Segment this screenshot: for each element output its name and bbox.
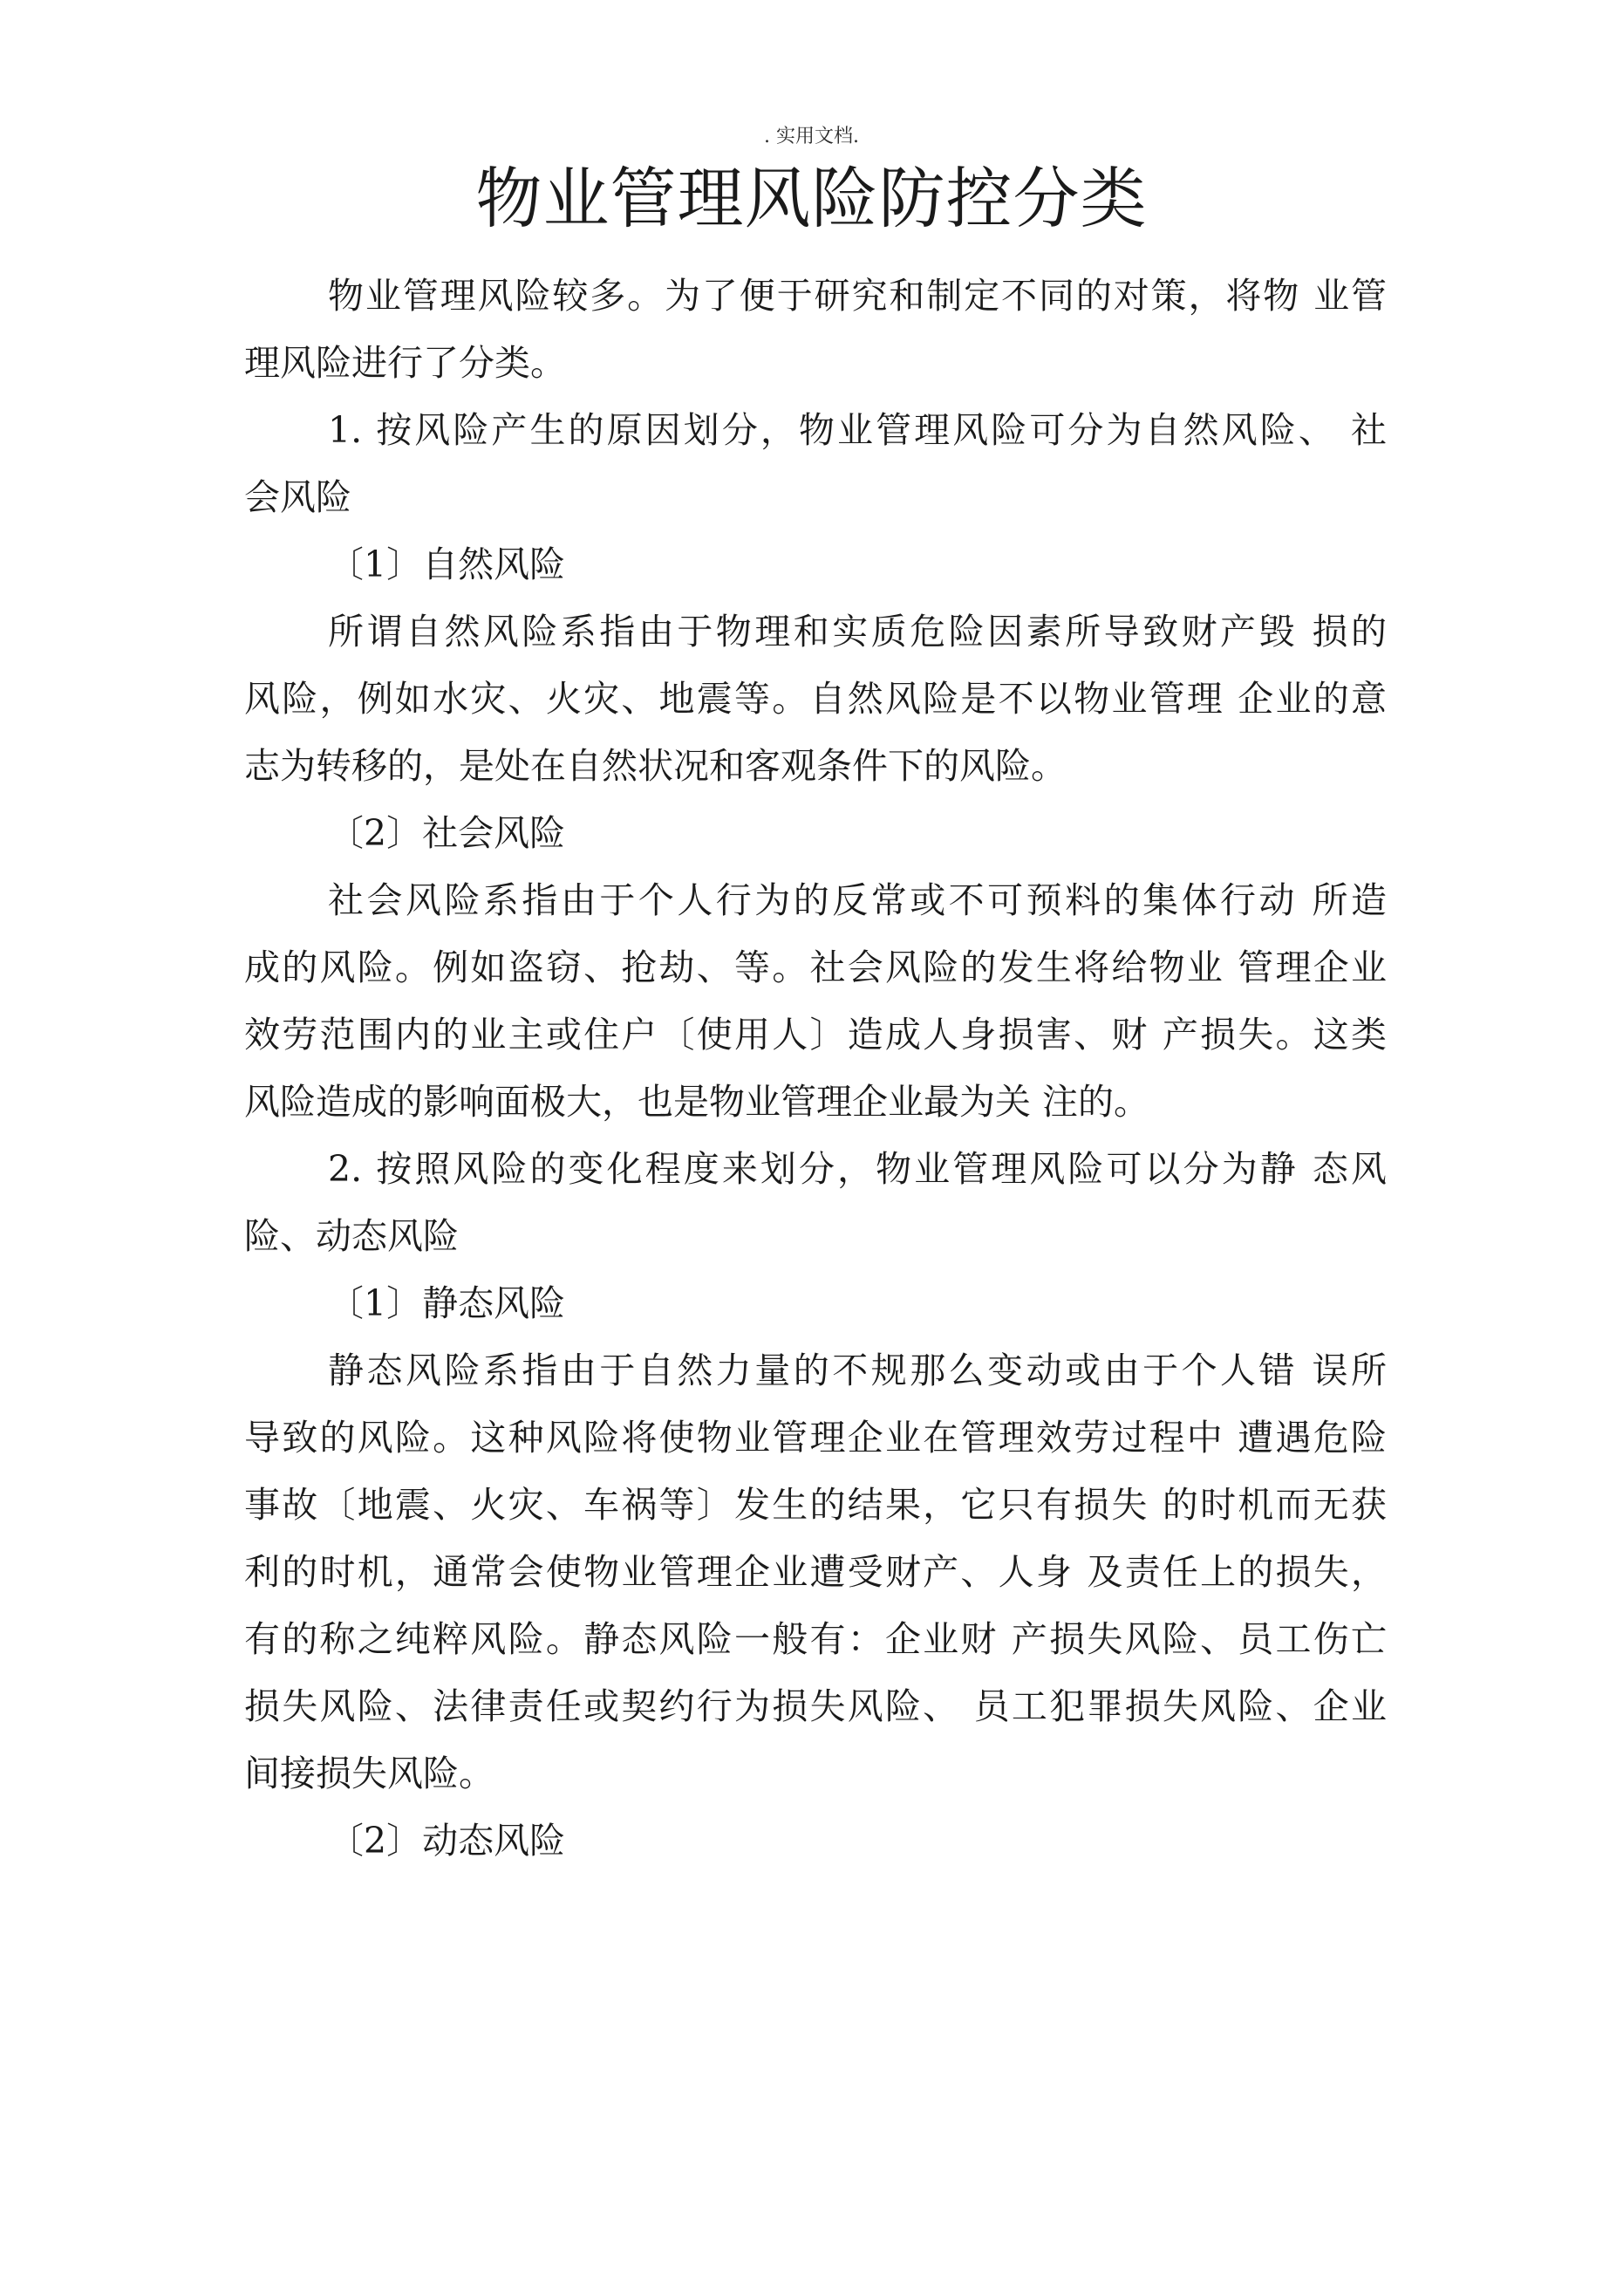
section-1-heading-line-1: 1. 按风险产生的原因划分，物业管理风险可分为自然风险、 社 [328,409,1387,451]
subsection-2-1-heading: 〔1〕静态风险 [328,1282,566,1324]
document-body [244,263,1387,1875]
paragraph-static-risk-line-6: 损失风险、法律责任或契约行为损失风险、 员工犯罪损失风险、企业 [244,1685,1387,1727]
section-1-heading-line-2: 会风险 [244,476,351,518]
paragraph-intro-line-1: 物业管理风险较多。为了便于研究和制定不同的对策，将物 业管 [328,275,1387,317]
paragraph-social-risk-line-1: 社会风险系指由于个人行为的反常或不可预料的集体行动 所造 [328,879,1387,921]
subsection-2-2-heading: 〔2〕动态风险 [328,1820,566,1862]
paragraph-static-risk-line-2: 导致的风险。这种风险将使物业管理企业在管理效劳过程中 遭遇危险 [244,1417,1387,1459]
paragraph-natural-risk-line-2: 风险，例如水灾、火灾、地震等。自然风险是不以物业管理 企业的意 [244,678,1387,720]
paragraph-static-risk-line-5: 有的称之纯粹风险。静态风险一般有：企业财 产损失风险、员工伤亡 [244,1618,1387,1660]
subsection-1-1-heading: 〔1〕自然风险 [328,543,566,585]
section-2-heading-line-1: 2. 按照风险的变化程度来划分，物业管理风险可以分为静 态风 [328,1148,1387,1190]
paragraph-static-risk-line-7: 间接损失风险。 [244,1753,494,1794]
section-2-heading-line-2: 险、动态风险 [244,1215,459,1257]
subsection-1-2-heading: 〔2〕社会风险 [328,812,566,854]
paragraph-static-risk-line-4: 利的时机，通常会使物业管理企业遭受财产、人身 及责任上的损失， [244,1551,1387,1593]
paragraph-natural-risk-line-3: 志为转移的，是处在自然状况和客观条件下的风险。 [244,745,1067,787]
document-title: 物业管理风险防控分类 [475,160,1148,237]
paragraph-static-risk-line-1: 静态风险系指由于自然力量的不规那么变动或由于个人错 误所 [328,1350,1387,1391]
paragraph-social-risk-line-4: 风险造成的影响面极大，也是物业管理企业最为关 注的。 [244,1081,1150,1123]
header-note: . 实用文档. [764,126,859,147]
paragraph-static-risk-line-3: 事故〔地震、火灾、车祸等〕发生的结果，它只有损失 的时机而无获 [244,1484,1387,1526]
paragraph-intro-line-2: 理风险进行了分类。 [244,342,566,384]
paragraph-social-risk-line-3: 效劳范围内的业主或住户〔使用人〕造成人身损害、财 产损失。这类 [244,1014,1387,1056]
paragraph-social-risk-line-2: 成的风险。例如盗窃、抢劫、等。社会风险的发生将给物业 管理企业 [244,946,1387,988]
paragraph-natural-risk-line-1: 所谓自然风险系指由于物理和实质危险因素所导致财产毁 损的 [328,611,1387,653]
